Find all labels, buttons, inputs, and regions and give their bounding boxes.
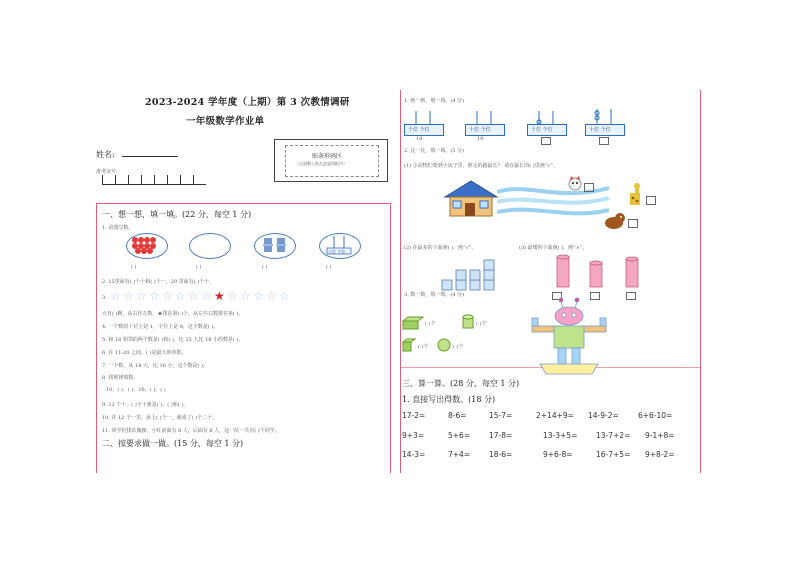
stars-row [110, 290, 310, 304]
calc-item[interactable]: 9+8-2= [645, 450, 675, 459]
calc-item[interactable]: 13-3+5= [543, 431, 578, 440]
robot-icon [528, 296, 613, 376]
section1-heading: 一、想一想，填一填。(22 分，每空 1 分) [102, 210, 252, 219]
apples-icon [130, 235, 162, 255]
star-icon: ☆ [240, 289, 251, 303]
q1-blank-2[interactable]: ( ) [196, 264, 202, 270]
calc-item[interactable]: 15-7= [489, 411, 513, 420]
left-frame-top [96, 203, 391, 204]
name-field[interactable] [122, 156, 178, 157]
empty-oval [189, 233, 231, 259]
q6-text: 6. 在 11-20 之间，( )是最大的单数。 [102, 350, 187, 356]
star-icon: ☆ [123, 289, 134, 303]
shape-blank-3[interactable]: ( )个 [418, 344, 429, 350]
shape-blank-2[interactable]: ( )个 [476, 321, 487, 327]
q1-text: 1. 看图写数。 [102, 225, 134, 231]
r-q2-text: 2. 比一比，填一填。(5 分) [404, 148, 465, 154]
q10-text: 10. 在 12 个一里，添上( )个一，就成了( )个二十。 [102, 415, 218, 421]
calc-item[interactable]: 18-6= [489, 450, 513, 459]
direct-calc-heading: 1. 直接写出得数。(18 分) [402, 395, 496, 404]
star-icon: ☆ [149, 289, 160, 303]
cube-towers-icon [440, 252, 510, 292]
doc-title: 2023-2024 学年度（上期）第 3 次教情调研 [145, 97, 350, 108]
calc-item[interactable]: 14-3= [402, 450, 426, 459]
red-star-icon: ★ [214, 289, 225, 303]
section3-heading: 三、算一算。(28 分，每空 1 分) [402, 379, 520, 388]
q1-blank-3[interactable]: ( ) [262, 264, 268, 270]
q1-abacus-label: 十位 个位 [328, 249, 346, 254]
star-icon: ☆ [188, 289, 199, 303]
cylinder-icon [462, 314, 474, 330]
cylinder-stacks-icon [552, 251, 647, 291]
left-frame-right [390, 203, 391, 473]
cuboid-icon [402, 316, 424, 330]
barcode-note: （正面朝上贴在此虚线框内） [295, 161, 347, 166]
star-icon: ☆ [266, 289, 277, 303]
barcode-title: 贴条形码区 [312, 153, 343, 160]
abacus-1-value: 14 [416, 136, 423, 142]
shape-blank-4[interactable]: ( )个 [453, 344, 464, 350]
cat-icon [566, 176, 584, 196]
sphere-icon [437, 338, 451, 352]
q2-text: 2. 15里面有( )个十和( )个一，20 里面有( )个十。 [102, 279, 215, 285]
path-answer-1[interactable] [584, 183, 594, 192]
stack-answer-3[interactable] [626, 292, 636, 300]
q3-num: 3. [102, 295, 107, 301]
stick-bundles-icon [262, 236, 288, 254]
dog-icon [604, 212, 626, 230]
path-answer-2[interactable] [646, 196, 656, 205]
q7-text: 7. 一个数，从 14 大，比 16 小，这个数是( )。 [102, 363, 208, 369]
name-label: 姓名: [96, 150, 115, 159]
giraffe-icon [626, 183, 644, 209]
star-icon: ☆ [175, 289, 186, 303]
right-frame-right [700, 90, 701, 473]
r-q2b-text: (2) 在最多的下面画( )，画“√”。 [404, 245, 477, 251]
star-icon: ☆ [253, 289, 264, 303]
abacus-2-value: 19 [477, 136, 484, 142]
r-q3-text: 3. 数一数，填一填。(4 分) [404, 292, 465, 298]
abacus-3-answer[interactable] [541, 137, 551, 145]
section2-heading: 二、按要求做一做。(15 分，每空 1 分) [102, 439, 244, 448]
calc-item[interactable]: 9-1+8= [645, 431, 675, 440]
star-icon: ☆ [110, 289, 121, 303]
calc-item[interactable]: 14-9-2= [588, 411, 619, 420]
star-icon: ☆ [201, 289, 212, 303]
calc-item[interactable]: 16-7+5= [596, 450, 631, 459]
path-answer-3[interactable] [628, 219, 638, 228]
calc-item[interactable]: 6+6-10= [638, 411, 673, 420]
calc-item[interactable]: 5+6= [448, 431, 471, 440]
exam-number-boxes[interactable] [102, 175, 206, 185]
abacus-4-answer[interactable] [599, 137, 609, 145]
left-frame-left [96, 203, 97, 473]
calc-item[interactable]: 13-7+2= [596, 431, 631, 440]
q5-text: 5. 和 18 相邻的两个数是( )和( )。比 15 大比 18 小的数是( )。 [102, 337, 244, 343]
star-icon: ☆ [162, 289, 173, 303]
house-icon [443, 179, 499, 217]
star-icon: ☆ [136, 289, 147, 303]
q3-line: ☆有( )颗，从右往左数，★排在第( )个，从左往右数排在第( )。 [102, 311, 244, 317]
doc-subtitle: 一年级数学作业单 [186, 116, 265, 127]
q8-text: 8. 找规律填数。 [102, 375, 139, 381]
calc-item[interactable]: 2+14+9= [536, 411, 574, 420]
paths-icon [497, 180, 612, 220]
barcode-area [274, 139, 388, 182]
calc-item[interactable]: 9+6-8= [543, 450, 573, 459]
calc-item[interactable]: 17-8= [489, 431, 513, 440]
cube-icon [402, 338, 416, 352]
r-q1-text: 1. 画一画，填一填。(4 分) [404, 98, 465, 104]
calc-item[interactable]: 7+4= [448, 450, 471, 459]
star-icon: ☆ [227, 289, 238, 303]
q9-text: 9. 12 个十，( )个十就是( )，( )和( )。 [102, 402, 189, 408]
r-q2c-text: (3) 最矮的下面画( )，画“×”。 [519, 245, 588, 251]
q8-line: 10、( )、( )、16、( )、( ) [106, 387, 166, 393]
calc-item[interactable]: 17-2= [402, 411, 426, 420]
shape-blank-1[interactable]: ( )个 [425, 321, 436, 327]
exam-label: 准考证号: [96, 169, 118, 175]
right-frame-left [400, 90, 401, 473]
q1-blank-4[interactable]: ( ) [326, 264, 332, 270]
q11-text: 11. 同学们排队做操，小红前面有 8 人，后面有 6 人，这一队一共有( )个同学。 [102, 428, 280, 434]
calc-item[interactable]: 8-6= [448, 411, 467, 420]
star-icon: ☆ [279, 289, 290, 303]
q1-blank-1[interactable]: ( ) [131, 264, 137, 270]
calc-item[interactable]: 9+3= [402, 431, 425, 440]
q4-text: 4. 一个数的十位上是 1，个位上是 8，这个数是( )。 [102, 324, 219, 330]
r-q2a-text: (1) 小动物们要到小房子里，谁走的路最长？ 请在最长的( )里画“√”。 [404, 163, 559, 169]
